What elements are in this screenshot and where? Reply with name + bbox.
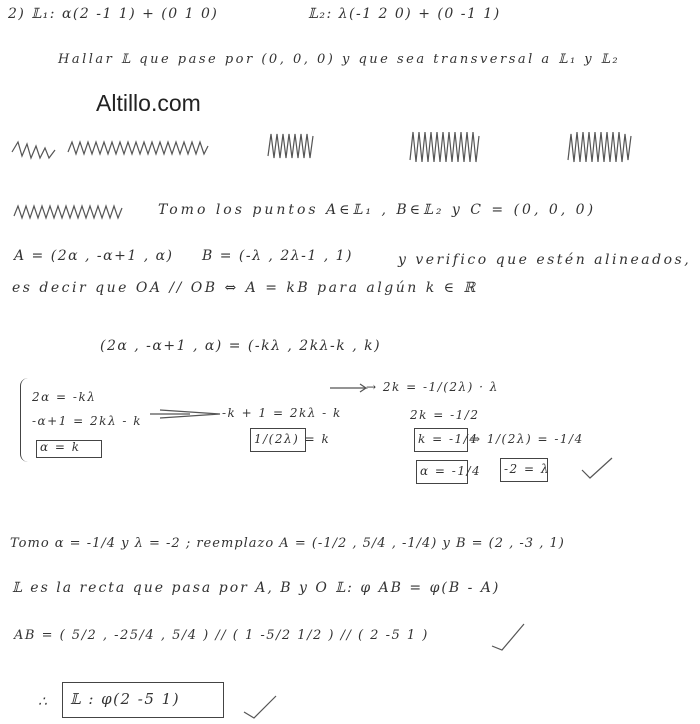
system-brace xyxy=(20,378,31,462)
result-5: α = -1/4 xyxy=(420,464,482,478)
scribble-3 xyxy=(268,134,313,158)
line-tomo-puntos: Tomo los puntos A∈𝕃₁ , B∈𝕃₂ y C = (0, 0, 0) xyxy=(158,202,597,218)
scribble-1 xyxy=(12,142,55,158)
arrow-system xyxy=(150,410,220,418)
final-answer: 𝕃 : φ(2 -5 1) xyxy=(70,690,181,708)
line-a-def: A = (2α , -α+1 , α) xyxy=(14,248,174,264)
check-mark-2 xyxy=(492,624,524,650)
line-ab: AB = ( 5/2 , -25/4 , 5/4 ) // ( 1 -5/2 1/2 ) // ( 2 -5 1 ) xyxy=(14,628,429,643)
mid-eq-2: 1/(2λ) = k xyxy=(254,432,331,446)
check-mark-3 xyxy=(244,696,276,718)
final-therefore: ∴ xyxy=(38,694,49,710)
system-eq-2: -α+1 = 2kλ - k xyxy=(32,414,142,428)
arrow-right xyxy=(330,384,366,392)
scribble-2 xyxy=(68,142,208,154)
result-6: -2 = λ xyxy=(504,462,550,476)
line-l2: 𝕃₂: λ(-1 2 0) + (0 -1 1) xyxy=(308,6,501,22)
result-3: k = -1/4 xyxy=(418,432,479,446)
task-statement: Hallar 𝕃 que pase por (0, 0, 0) y que sea transversal a 𝕃₁ y 𝕃₂ xyxy=(58,52,621,67)
watermark-logo: Altillo.com xyxy=(96,90,201,116)
scribble-4 xyxy=(410,132,479,162)
line-equation: (2α , -α+1 , α) = (-kλ , 2kλ-k , k) xyxy=(100,338,382,354)
scribble-6 xyxy=(14,206,122,218)
system-eq-1: 2α = -kλ xyxy=(32,390,97,404)
mid-eq-1: -k + 1 = 2kλ - k xyxy=(222,406,342,420)
result-4: ⇒ 1/(2λ) = -1/4 xyxy=(470,432,584,446)
line-reemplazo: Tomo α = -1/4 y λ = -2 ; reemplazo A = (-1/2 , 5/4 , -1/4) y B = (2 , -3 , 1) xyxy=(10,536,565,551)
line-l1: 2) 𝕃₁: α(2 -1 1) + (0 1 0) xyxy=(8,6,219,22)
line-verifico: y verifico que estén alineados, xyxy=(398,252,692,268)
line-recta: 𝕃 es la recta que pasa por A, B y O 𝕃: φ AB = φ(B - A) xyxy=(12,580,501,596)
system-eq-3: α = k xyxy=(40,440,81,454)
line-es-decir: es decir que OA // OB ⇔ A = kB para algún k ∈ ℝ xyxy=(12,280,478,296)
result-1: → 2k = -1/(2λ) · λ xyxy=(366,380,499,394)
scribble-5 xyxy=(568,132,631,162)
check-mark-1 xyxy=(582,458,612,478)
line-b-def: B = (-λ , 2λ-1 , 1) xyxy=(202,248,353,264)
result-2: 2k = -1/2 xyxy=(410,408,480,422)
